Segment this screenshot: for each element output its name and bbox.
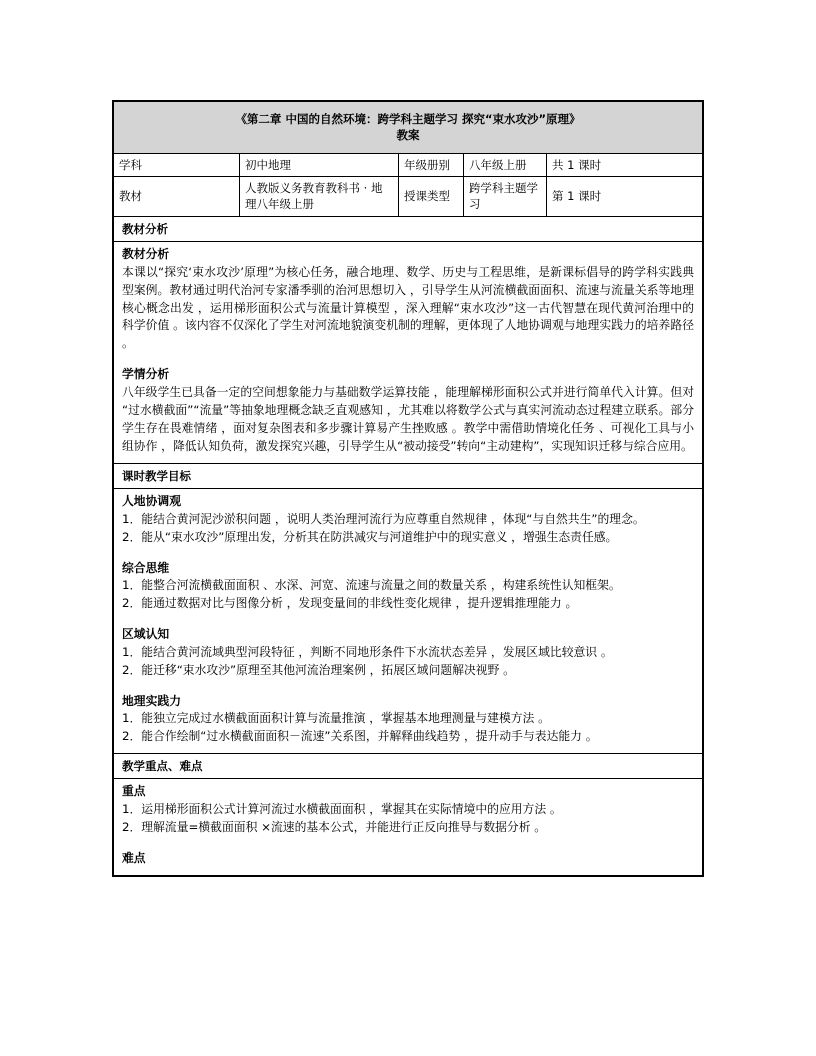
title-subtitle: 教案: [396, 128, 420, 143]
key-difficult-group-list: [122, 783, 694, 867]
value-textbook: 人教版义务教育教科书 · 地理八年级上册: [240, 176, 399, 216]
label-lesson-type: 授课类型: [399, 176, 464, 216]
section-header-textbook-analysis: [114, 216, 703, 241]
section-heading-text: 教材分析: [114, 216, 703, 241]
objective-item: 2．能通过数据对比与图像分析 ，发现变量间的非线性变化规律 ，提升逻辑推理能力 。: [122, 596, 578, 611]
objective-item: 1．能独立完成过水横截面面积计算与流量推演 ，掌握基本地理测量与建模方法 。: [122, 711, 550, 726]
lesson-plan-document: [112, 100, 704, 877]
objective-item: 1．能结合黄河流域典型河段特征 ，判断不同地形条件下水流状态差异 ，发展区域比较意识 。: [122, 644, 613, 659]
objective-group-title: 人地协调观: [122, 493, 181, 508]
spacer: [122, 353, 694, 366]
spacer: [122, 547, 694, 560]
subsection-title-student-analysis: 学情分析: [122, 367, 170, 382]
info-row-textbook: [114, 176, 703, 216]
objective-item: 1．能结合黄河泥沙淤积问题 ，说明人类治理河流行为应尊重自然规律 ，体现“与自然共生”的理念。: [122, 511, 645, 526]
section-body-textbook-analysis: [114, 241, 703, 463]
objective-group-title: 难点: [122, 850, 146, 865]
objective-item: 1．运用梯形面积公式计算河流过水横截面面积 ，掌握其在实际情境中的应用方法 。: [122, 802, 562, 817]
value-subject: 初中地理: [240, 153, 399, 176]
objective-item: 2．能迁移“束水攻沙”原理至其他河流治理案例 ，拓展区域问题解决视野 。: [122, 662, 515, 677]
section-body-objectives: [114, 488, 703, 753]
info-row-subject: [114, 153, 703, 176]
objective-item: 1．能整合河流横截面面积 、水深、河宽、流速与流量之间的数量关系 ，构建系统性认知框架。: [122, 578, 621, 593]
objectives-group-list: [122, 493, 694, 746]
label-grade-volume: 年级册别: [399, 153, 464, 176]
value-lesson-type: 跨学科主题学习: [464, 176, 547, 216]
document-table: [113, 101, 703, 876]
objective-group-title: 重点: [122, 784, 146, 799]
objective-group-title: 综合思维: [122, 560, 170, 575]
section-heading-text: 教学重点、难点: [114, 754, 703, 779]
value-period-number: 第 1 课时: [547, 176, 703, 216]
title-main: 《第二章 中国的自然环境：跨学科主题学习 探究“束水攻沙”原理》: [235, 112, 581, 126]
value-grade-volume: 八年级上册: [464, 153, 547, 176]
label-textbook: 教材: [114, 176, 240, 216]
value-total-periods: 共 1 课时: [547, 153, 703, 176]
section-header-key-difficult: [114, 754, 703, 779]
label-subject: 学科: [114, 153, 240, 176]
objective-group-title: 地理实践力: [122, 693, 181, 708]
subsection-body-textbook-analysis: 本课以“探究‘束水攻沙’原理”为核心任务，融合地理、数学、历史与工程思维，是新课标倡导的跨学科实践典型案例。教材通过明代治河专家潘季驯的治河思想切入 ，引导学生从河流横截面面积、流速与流量关系等地理核心概念出发 ，运用梯形面积公式与流量计算模型 ，深入理解“束水攻沙”这一古代智慧在现代黄河治理中的科学价值 。该内容不仅深化了学生对河流地貌演变机制的理解，更体现了人地协调观与地理实践力的培养路径 。: [122, 264, 694, 351]
spacer: [122, 837, 694, 850]
objective-item: 2．能合作绘制“过水横截面面积－流速”关系图，并解释曲线趋势 ，提升动手与表达能力 。: [122, 729, 598, 744]
objective-item: 2．能从“束水攻沙”原理出发，分析其在防洪减灾与河道维护中的现实意义 ，增强生态责任感。: [122, 529, 618, 544]
objective-item: 2．理解流量=横截面面积 ×流速的基本公式，并能进行正反向推导与数据分析 。: [122, 820, 547, 835]
spacer: [122, 680, 694, 693]
subsection-title-textbook-analysis: 教材分析: [122, 246, 170, 261]
section-body-key-difficult: [114, 779, 703, 875]
section-heading-text: 课时教学目标: [114, 463, 703, 488]
objective-group-title: 区域认知: [122, 627, 170, 642]
subsection-body-student-analysis: 八年级学生已具备一定的空间想象能力与基础数学运算技能 ，能理解梯形面积公式并进行简单代入计算。但对“过水横截面”“流量”等抽象地理概念缺乏直观感知 ，尤其难以将数学公式与真实河流动态过程建立联系。部分学生存在畏难情绪 ，面对复杂图表和多步骤计算易产生挫败感 。教学中需借助情境化任务 、可视化工具与小组协作 ，降低认知负荷，激发探究兴趣，引导学生从“被动接受”转向“主动建构”，实现知识迁移与综合应用。: [122, 384, 694, 453]
section-header-objectives: [114, 463, 703, 488]
document-title: [114, 102, 703, 154]
title-row: [114, 102, 703, 154]
spacer: [122, 613, 694, 626]
